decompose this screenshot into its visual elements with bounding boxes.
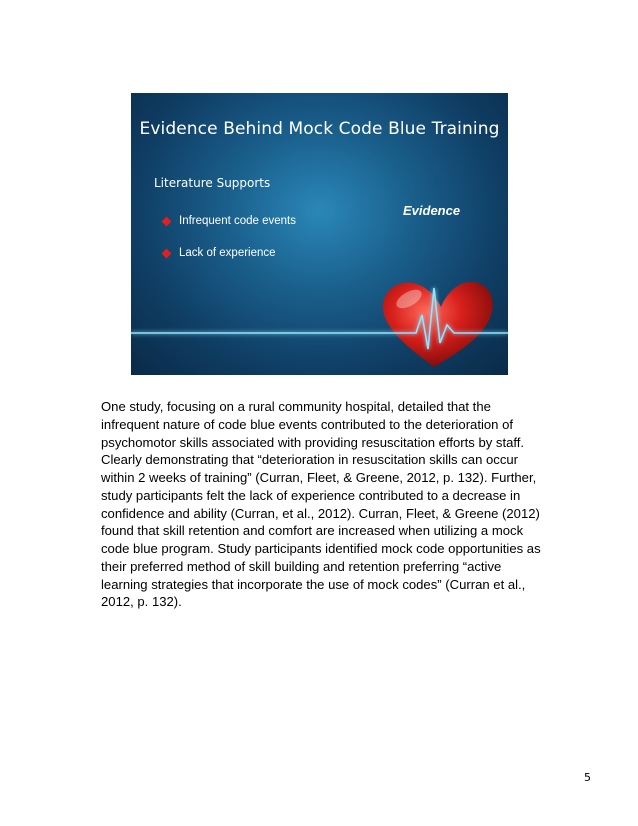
literature-heading: Literature Supports	[154, 176, 271, 190]
body-paragraph: One study, focusing on a rural community hospital, detailed that the infrequent nature of code blue events contributed to the deterioration of psychomotor skills associated with providing resuscitation efforts by staff. Clearly demonstrating that “deterioration in resuscitation skills can occur within 2 weeks of training” (Curran, Fleet, & Greene, 2012, p. 132). Further, study participants felt the lack of experience contributed to a decrease in confidence and ability (Curran, et al., 2012). Curran, Fleet, & Greene (2012) found that skill retention and comfort are increased when utilizing a mock code blue program. Study participants identified mock code opportunities as their preferred method of skill building and retention preferring “active learning strategies that incorporate the use of mock codes” (Curran et al., 2012, p. 132).	[101, 399, 541, 610]
slide-image	[131, 93, 508, 375]
bullet-item	[161, 247, 276, 259]
diamond-bullet-icon	[162, 248, 172, 258]
diamond-bullet-icon	[162, 216, 172, 226]
evidence-label: Evidence	[403, 203, 461, 218]
bullet-item	[161, 215, 296, 227]
bullet-text: Infrequent code events	[179, 215, 296, 227]
page-number: 5	[584, 771, 591, 784]
bullet-text: Lack of experience	[179, 247, 276, 259]
slide-title: Evidence Behind Mock Code Blue Training	[139, 119, 500, 139]
